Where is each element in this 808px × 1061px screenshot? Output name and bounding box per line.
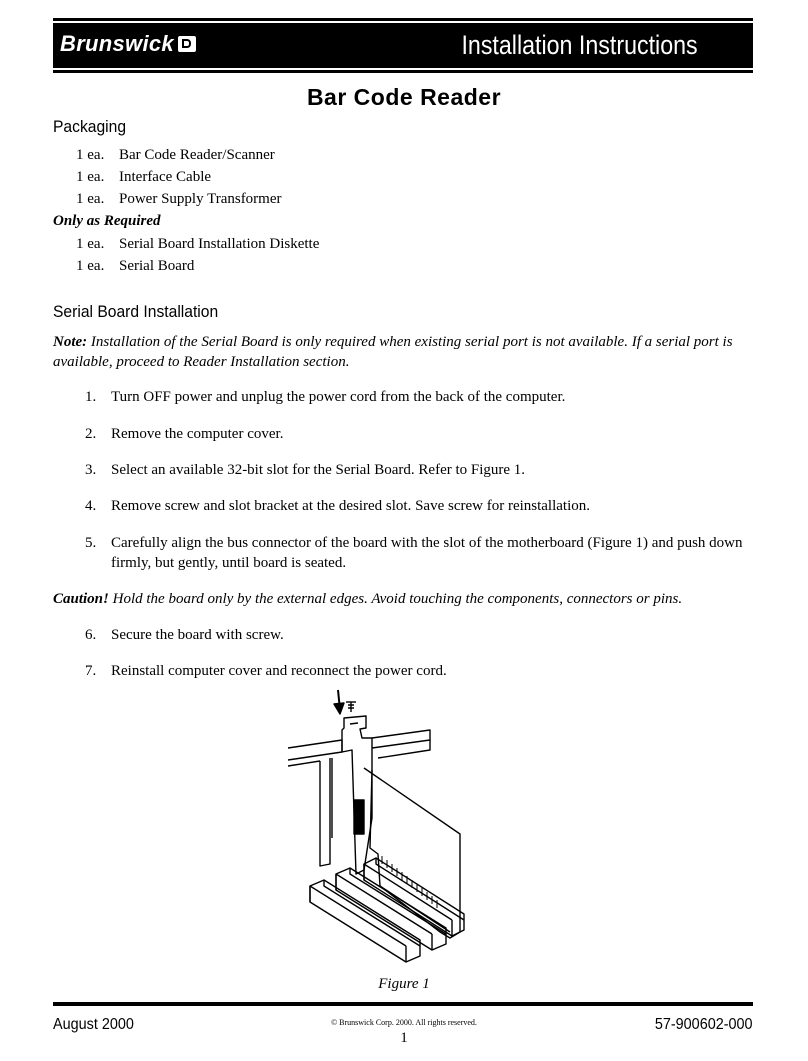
step-number: 3. [85, 462, 97, 478]
footer-copyright: © Brunswick Corp. 2000. All rights reserved. [331, 1018, 477, 1027]
step-item [85, 625, 745, 645]
part-number: 57-900602-000 [655, 1016, 753, 1033]
caution-text: Hold the board only by the external edges. Avoid touching the components, connectors or pins. [112, 591, 683, 607]
connector-chip [354, 800, 364, 834]
slot-bracket [342, 716, 372, 874]
packaging-item [76, 191, 282, 208]
step-text: Remove the computer cover. [111, 426, 284, 442]
step-text: Secure the board with screw. [111, 627, 284, 643]
brunswick-logo [60, 29, 196, 59]
document-title: Bar Code Reader [306, 84, 502, 110]
figure-caption: Figure 1 [378, 976, 430, 992]
step-item [85, 424, 745, 444]
step-item [85, 460, 745, 480]
brand-name: Brunswick [60, 31, 174, 56]
edge-connector-pins [382, 856, 437, 908]
packaging-item [76, 169, 211, 186]
serial-board-installation-figure [280, 688, 480, 968]
packaging-item-name: Power Supply Transformer [119, 191, 282, 207]
motherboard-slots [310, 858, 464, 962]
note-label: Note: [53, 334, 88, 350]
step-text: Carefully align the bus connector of the board with the slot of the motherboard (Figure 1) and push down firmly, but gently, until board is seated. [111, 535, 743, 571]
step-text: Remove screw and slot bracket at the desired slot. Save screw for reinstallation. [111, 498, 591, 514]
footer-divider [53, 1002, 753, 1006]
header-top-line [53, 21, 753, 23]
optional-item-qty: 1 ea. [76, 236, 105, 252]
header-title: Installation Instructions [461, 30, 698, 60]
packaging-heading: Packaging [53, 117, 127, 136]
brunswick-b-icon [178, 36, 196, 52]
screw-icon [346, 702, 356, 712]
step-number: 2. [85, 426, 97, 442]
footer-date: August 2000 [53, 1016, 134, 1033]
serial-board-heading: Serial Board Installation [53, 302, 219, 321]
packaging-item-name: Interface Cable [119, 169, 212, 185]
optional-item [76, 236, 319, 253]
optional-item-name: Serial Board [119, 258, 195, 274]
step-number: 7. [85, 663, 97, 679]
step-number: 5. [85, 535, 97, 551]
step-text: Select an available 32-bit slot for the Serial Board. Refer to Figure 1. [111, 462, 526, 478]
step-item [85, 533, 745, 573]
packaging-item [76, 147, 275, 164]
caution-paragraph [53, 589, 753, 609]
only-as-required-label: Only as Required [53, 213, 161, 229]
step-text: Reinstall computer cover and reconnect the power cord. [111, 663, 447, 679]
step-item [85, 387, 745, 407]
packaging-item-name: Bar Code Reader/Scanner [119, 147, 275, 163]
step-number: 6. [85, 627, 97, 643]
step-text: Turn OFF power and unplug the power cord from the back of the computer. [111, 389, 566, 405]
arrow-head [334, 703, 344, 714]
back-panel-rail [288, 740, 342, 760]
step-item [85, 661, 745, 681]
note-paragraph [53, 332, 753, 372]
caution-label: Caution! [53, 591, 109, 607]
packaging-item-qty: 1 ea. [76, 191, 105, 207]
header-divider [53, 70, 753, 73]
step-item [85, 496, 745, 516]
packaging-item-qty: 1 ea. [76, 147, 105, 163]
optional-item-qty: 1 ea. [76, 258, 105, 274]
optional-item-name: Serial Board Installation Diskette [119, 236, 320, 252]
note-text: Installation of the Serial Board is only required when existing serial port is not available. If a serial port is available, proceed to Reader Installation section. [53, 334, 733, 370]
packaging-item-qty: 1 ea. [76, 169, 105, 185]
step-number: 4. [85, 498, 97, 514]
step-number: 1. [85, 389, 97, 405]
optional-item [76, 258, 194, 275]
page-number: 1 [400, 1030, 408, 1046]
